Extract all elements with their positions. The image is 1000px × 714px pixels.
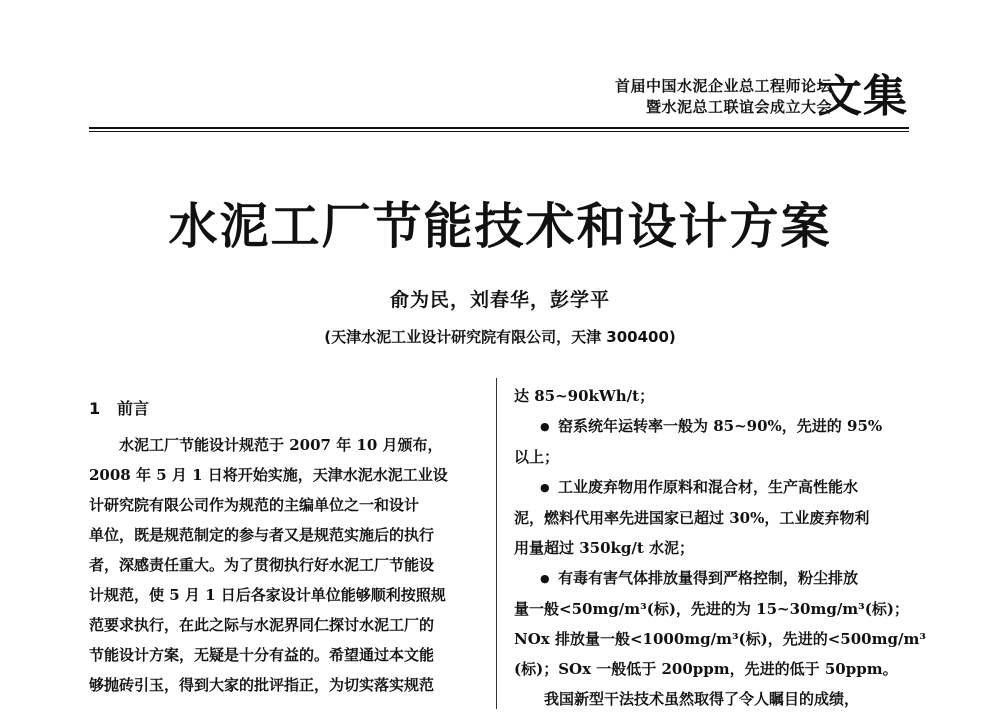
- right-column: [514, 381, 926, 714]
- text-line: 用量超过 350kg/t 水泥；: [514, 539, 695, 557]
- paper-affiliation: (天津水泥工业设计研究院有限公司，天津 300400): [324, 328, 676, 346]
- text-line: 者，深感责任重大。为了贯彻执行好水泥工厂节能设: [89, 556, 435, 574]
- header-line-1: 首届中国水泥企业总工程师论坛: [614, 77, 832, 95]
- section-number: 1: [89, 399, 101, 418]
- bullet-icon: ●: [540, 572, 550, 585]
- section-heading: [89, 394, 477, 424]
- header-wenji: 文集: [818, 71, 908, 122]
- text-line: (标)；SOx 一般低于 200ppm，先进的低于 50ppm。: [514, 660, 898, 678]
- text-line: NOx 排放量一般<1000mg/m³(标)，先进的<500mg/m³: [514, 630, 926, 648]
- left-column: [89, 394, 477, 700]
- text-line: 单位，既是规范制定的参与者又是规范实施后的执行: [89, 526, 435, 544]
- header-line-2: 暨水泥总工联谊会成立大会: [645, 98, 832, 116]
- bullet-item-line: [514, 472, 909, 503]
- bullet-text: 有毒有害气体排放量得到严格控制，粉尘排放: [558, 569, 859, 587]
- right-column-text: [514, 381, 926, 714]
- bullet-item-line: [514, 563, 909, 594]
- bullet-item-line: [514, 411, 909, 442]
- text-line: 以上；: [514, 448, 560, 466]
- paper-authors: 俞为民，刘春华，彭学平: [389, 289, 610, 311]
- header-rule: [89, 127, 909, 129]
- bullet-text: 工业废弃物用作原料和混合材，生产高性能水: [558, 478, 859, 496]
- text-line: 量一般<50mg/m³(标)，先进的为 15~30mg/m³(标)；: [514, 600, 909, 618]
- text-line: 节能设计方案，无疑是十分有益的。希望通过本文能: [89, 646, 435, 664]
- running-header: [0, 0, 1000, 140]
- bullet-icon: ●: [540, 420, 550, 433]
- header-rule-thin: [89, 131, 909, 132]
- left-column-text: [89, 430, 477, 700]
- text-line: 我国新型干法技术虽然取得了令人瞩目的成绩，: [544, 690, 860, 708]
- text-line: 计研究院有限公司作为规范的主编单位之一和设计: [89, 496, 420, 514]
- text-line: 达 85~90kWh/t；: [514, 387, 655, 405]
- paper-title: 水泥工厂节能技术和设计方案: [168, 197, 832, 255]
- bullet-icon: ●: [540, 481, 550, 494]
- text-line: 泥，燃料代用率先进国家已超过 30%，工业废弃物利: [514, 509, 870, 527]
- text-line: 范要求执行，在此之际与水泥界同仁探讨水泥工厂的: [89, 616, 435, 634]
- text-line: 水泥工厂节能设计规范于 2007 年 10 月颁布，: [119, 436, 443, 454]
- text-line: 够抛砖引玉，得到大家的批评指正，为切实落实规范: [89, 676, 435, 694]
- section-title: 前言: [117, 399, 150, 418]
- text-line: 计规范，使 5 月 1 日后各家设计单位能够顺利按照规: [89, 586, 446, 604]
- column-divider: [496, 378, 497, 709]
- header-proceedings-name: [615, 76, 832, 118]
- bullet-text: 窑系统年运转率一般为 85~90%，先进的 95%: [558, 417, 883, 435]
- text-line: 2008 年 5 月 1 日将开始实施，天津水泥水泥工业设: [89, 466, 448, 484]
